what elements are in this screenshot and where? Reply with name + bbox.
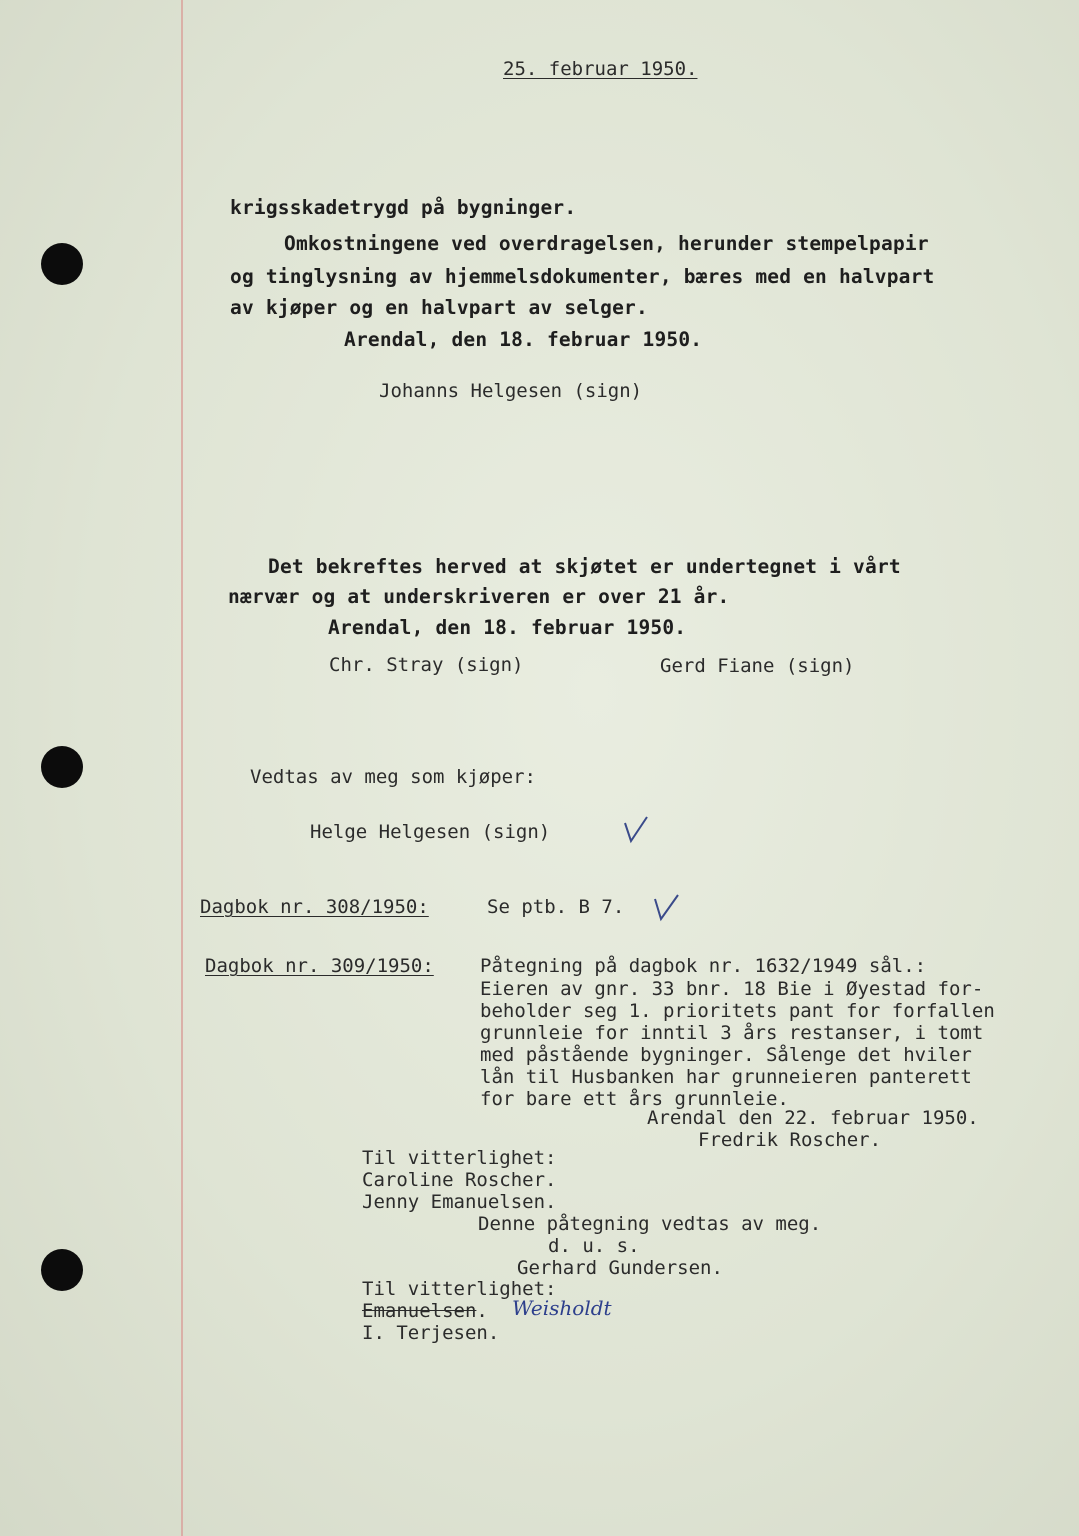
witness-name: Caroline Roscher.: [362, 1169, 557, 1191]
entry-line: grunnleie for inntil 3 års restanser, i tomt: [480, 1022, 984, 1044]
dagbok-text: Se ptb. B 7.: [487, 896, 625, 918]
struck-witness: Emanuelsen.: [362, 1300, 488, 1322]
entry-line: lån til Husbanken har grunneieren panterett: [480, 1066, 972, 1088]
acceptance-line: Vedtas av meg som kjøper:: [250, 766, 536, 788]
acceptor: Gerhard Gundersen.: [517, 1257, 723, 1279]
body-line: og tinglysning av hjemmelsdokumenter, bæres med en halvpart: [230, 265, 935, 288]
punch-hole-bottom: [41, 1249, 83, 1291]
witness-name: I. Terjesen.: [362, 1322, 500, 1344]
dus-mark: d. u. s.: [548, 1235, 640, 1257]
body-line: nærvær og at underskriveren er over 21 år.: [228, 585, 730, 608]
witness-name: Jenny Emanuelsen.: [362, 1191, 557, 1213]
entry-line: Eieren av gnr. 33 bnr. 18 Bie i Øyestad for-: [480, 978, 984, 1000]
handwritten-witness: Weisholdt: [512, 1296, 612, 1320]
witness-heading: Til vitterlighet:: [362, 1147, 557, 1169]
dagbok-label: Dagbok nr. 308/1950:: [200, 896, 429, 918]
entry-line: beholder seg 1. prioritets pant for forfallen: [480, 1000, 995, 1022]
body-line: av kjøper og en halvpart av selger.: [230, 296, 648, 319]
checkmark-icon: [622, 815, 652, 845]
entry-line: med påstående bygninger. Sålenge det hviler: [480, 1044, 972, 1066]
signature-line: Johanns Helgesen (sign): [379, 380, 643, 402]
punch-hole-top: [41, 243, 83, 285]
entry-line: for bare ett års grunnleie.: [480, 1088, 789, 1110]
witness-left: Chr. Stray (sign): [329, 654, 524, 676]
checkmark-icon: [652, 893, 682, 923]
margin-line: [181, 0, 183, 1536]
witness-heading: Til vitterlighet:: [362, 1278, 557, 1300]
date-header: 25. februar 1950.: [503, 58, 698, 80]
acceptance-note: Denne påtegning vedtas av meg.: [478, 1213, 822, 1235]
punch-hole-middle: [41, 746, 83, 788]
body-line: krigsskadetrygd på bygninger.: [230, 196, 577, 219]
buyer-signature: Helge Helgesen (sign): [310, 821, 551, 843]
place-date: Arendal den 22. februar 1950.: [647, 1107, 979, 1129]
witness-right: Gerd Fiane (sign): [660, 655, 855, 677]
dagbok-label: Dagbok nr. 309/1950:: [205, 955, 434, 977]
signer: Fredrik Roscher.: [698, 1129, 882, 1151]
place-date: Arendal, den 18. februar 1950.: [328, 616, 687, 639]
entry-line: Påtegning på dagbok nr. 1632/1949 sål.:: [480, 955, 927, 977]
place-date: Arendal, den 18. februar 1950.: [344, 328, 703, 351]
struck-name: Emanuelsen: [362, 1300, 477, 1322]
body-line: Omkostningene ved overdragelsen, herunder stempelpapir: [284, 232, 929, 255]
body-line: Det bekreftes herved at skjøtet er undertegnet i vårt: [268, 555, 901, 578]
